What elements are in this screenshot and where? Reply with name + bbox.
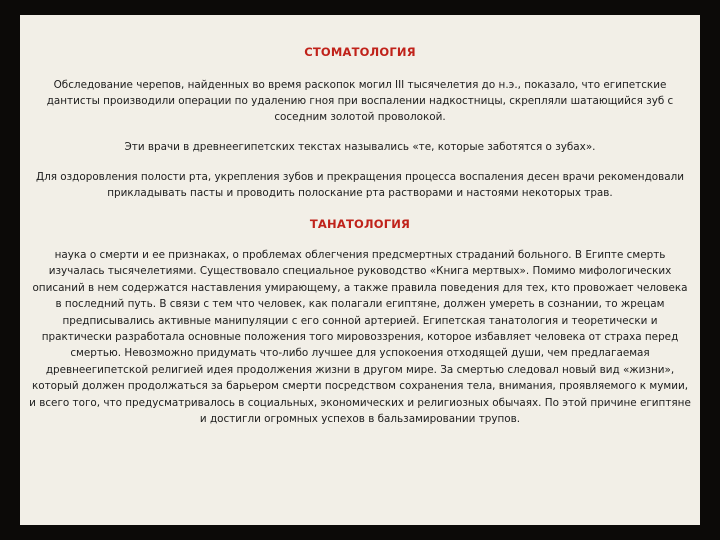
heading-thanatology: ТАНАТОЛОГИЯ	[309, 217, 411, 231]
paragraph-oral-health: Для оздоровления полости рта, укрепления зубов и прекращения процесса воспаления десен врачи рекомендовали прикладывать пасты и проводить полоскание рта растворами и настоями некоторых трав.	[35, 171, 685, 199]
paragraph-doctors-name: Эти врачи в древнеегипетских текстах назывались «те, которые заботятся о зубах».	[124, 141, 596, 153]
heading-stomatology: СТОМАТОЛОГИЯ	[304, 45, 416, 59]
slide	[20, 15, 700, 525]
paragraph-skull-examination: Обследование черепов, найденных во время раскопок могил III тысячелетия до н.э., показало, что египетские дантисты производили операции по удалению гноя при воспалении надкостницы, скрепляли шатающийся зуб с соседним золотой проволокой.	[46, 79, 674, 123]
paragraph-thanatology: наука о смерти и ее признаках, о проблемах облегчения предсмертных страданий больного. В Египте смерть изучалась тысячелетиями. Существовало специальное руководство «Книга мертвых». Помимо мифологических описаний в нем содержатся наставления умирающему, а также правила поведения для тех, кто провожает человека в последний путь. В связи с тем что человек, как полагали египтяне, должен умереть в сознании, то жрецам предписывались активные манипуляции с его сонной артерией. Египетская танатология и теоретически и практически разработала основные положения того мировоззрения, которое избавляет человека от страха перед смертью. Невозможно придумать что-либо лучшее для успокоения отходящей души, чем предлагаемая древнеегипетской религией идея продолжения жизни в другом мире. За смертью следовал новый вид «жизни», который должен продолжаться за барьером смерти посредством сохранения тела, внимания, проявляемого к мумии, и всего того, что предусматривалось в социальных, экономических и религиозных обычаях. По этой причине египтяне и достигли огромных успехов в бальзамировании трупов.	[29, 249, 691, 426]
